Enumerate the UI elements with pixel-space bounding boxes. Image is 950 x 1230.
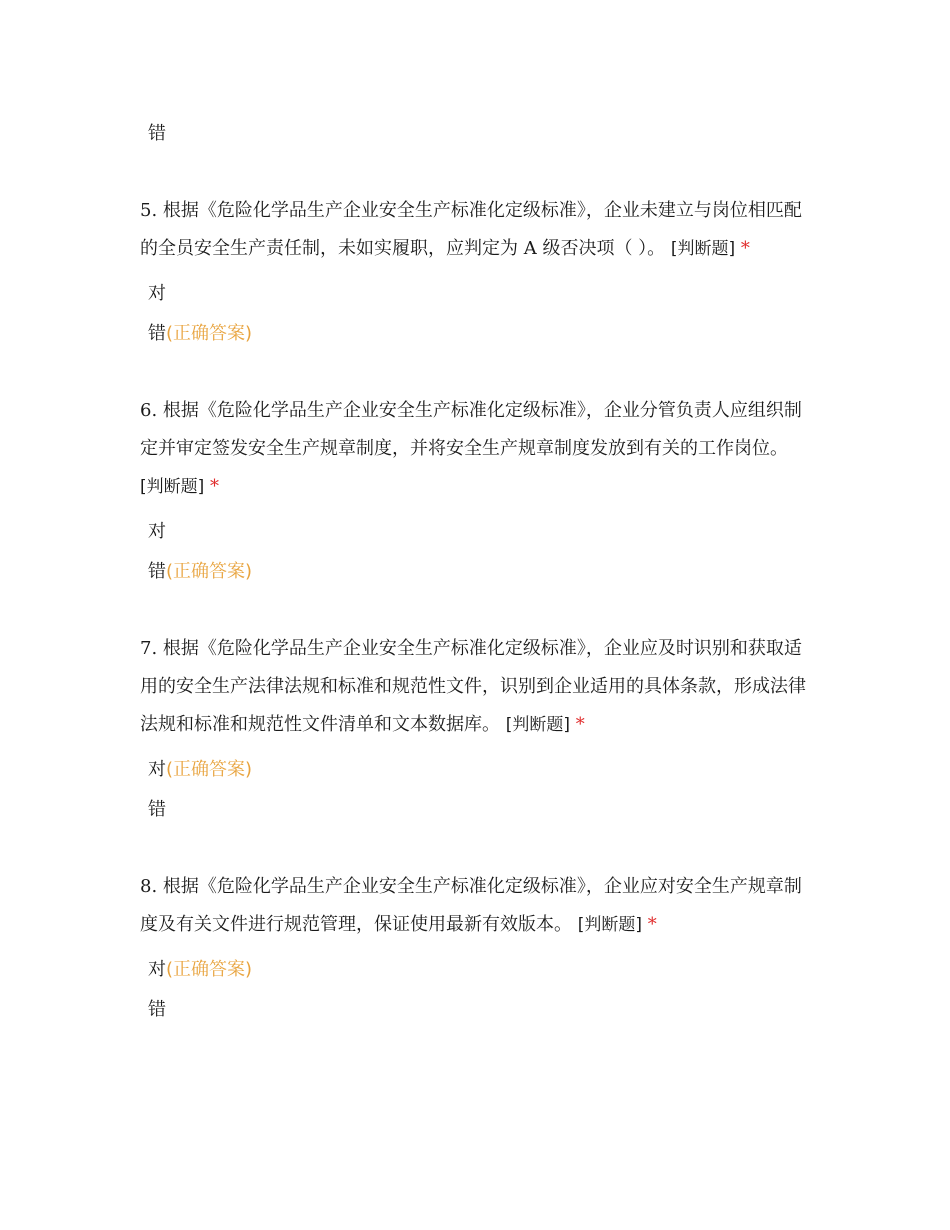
option-label: 错 [148, 323, 166, 344]
question-type: [判断题] [505, 715, 570, 735]
correct-answer-mark: (正确答案) [166, 959, 253, 980]
question-8-option-false [148, 999, 166, 1021]
question-text: 6. 根据《危险化学品生产企业安全生产标准化定级标准》，企业分管负责人应组织制定并审定签发安全生产规章制度，并将安全生产规章制度发放到有关的工作岗位。 [140, 400, 802, 459]
option-label: 对 [148, 283, 166, 304]
question-8-option-true [148, 959, 252, 981]
option-label: 错 [148, 123, 166, 144]
question-text: 7. 根据《危险化学品生产企业安全生产标准化定级标准》，企业应及时识别和获取适用的安全生产法律法规和标准和规范性文件，识别到企业适用的具体条款，形成法律法规和标准和规范性文件清单和文本数据库。 [140, 638, 806, 735]
option-label: 错 [148, 561, 166, 582]
question-6-option-false [148, 561, 252, 583]
question-text: 5. 根据《危险化学品生产企业安全生产标准化定级标准》，企业未建立与岗位相匹配的全员安全生产责任制，未如实履职，应判定为 A 级否决项（ ）。 [140, 200, 802, 259]
correct-answer-mark: (正确答案) [166, 323, 253, 344]
option-label: 对 [148, 759, 166, 780]
question-text: 8. 根据《危险化学品生产企业安全生产标准化定级标准》，企业应对安全生产规章制度及有关文件进行规范管理，保证使用最新有效版本。 [140, 876, 802, 935]
question-7 [140, 630, 816, 744]
question-7-option-false [148, 799, 166, 821]
required-mark: * [210, 476, 219, 497]
question-type: [判断题] [140, 477, 205, 497]
option-label: 错 [148, 799, 166, 820]
required-mark: * [575, 714, 585, 735]
prev-question-option-wrong [148, 123, 166, 145]
question-6-option-true [148, 521, 166, 543]
correct-answer-mark: (正确答案) [166, 561, 253, 582]
question-type: [判断题] [577, 915, 642, 935]
question-8 [140, 868, 816, 944]
question-5 [140, 192, 816, 268]
option-label: 错 [148, 999, 166, 1020]
required-mark: * [740, 238, 750, 259]
question-type: [判断题] [670, 239, 736, 259]
question-6 [140, 392, 816, 506]
option-label: 对 [148, 521, 166, 542]
correct-answer-mark: (正确答案) [166, 759, 253, 780]
question-5-option-false [148, 323, 252, 345]
question-7-option-true [148, 759, 252, 781]
question-5-option-true [148, 283, 166, 305]
option-label: 对 [148, 959, 166, 980]
required-mark: * [647, 914, 657, 935]
